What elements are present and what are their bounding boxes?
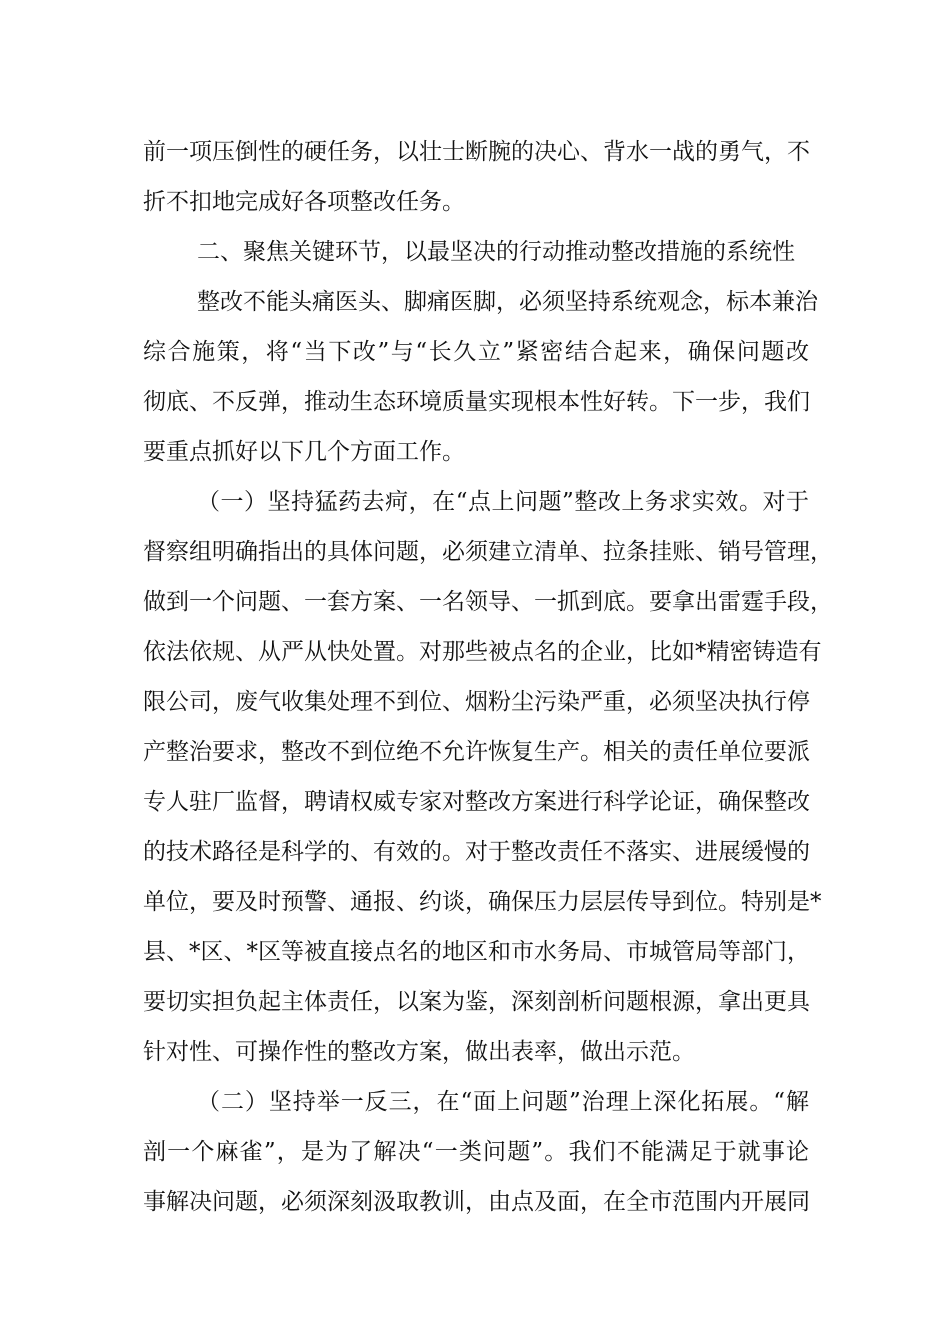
text-line: 要切实担负起主体责任，以案为鉴，深刻剖析问题根源，拿出更具 xyxy=(143,989,810,1015)
text-line: 前一项压倒性的硬任务，以壮士断腕的决心、背水一战的勇气，不 xyxy=(143,139,810,165)
text-line: （一）坚持猛药去疴，在“点上问题”整改上务求实效。对于 xyxy=(197,489,809,515)
text-line: 依法依规、从严从快处置。对那些被点名的企业，比如*精密铸造有 xyxy=(143,639,822,665)
text-line: 专人驻厂监督，聘请权威专家对整改方案进行科学论证，确保整改 xyxy=(143,789,810,815)
text-line: 彻底、不反弹，推动生态环境质量实现根本性好转。下一步，我们 xyxy=(143,389,810,415)
text-line: （二）坚持举一反三，在“面上问题”治理上深化拓展。“解 xyxy=(197,1089,809,1115)
text-line: 综合施策，将“当下改”与“长久立”紧密结合起来，确保问题改 xyxy=(143,339,809,365)
text-line: 事解决问题，必须深刻汲取教训，由点及面，在全市范围内开展同 xyxy=(143,1189,810,1215)
text-line: 限公司，废气收集处理不到位、烟粉尘污染严重，必须坚决执行停 xyxy=(143,689,810,715)
text-line: 的技术路径是科学的、有效的。对于整改责任不落实、进展缓慢的 xyxy=(143,839,810,865)
text-line: 针对性、可操作性的整改方案，做出表率，做出示范。 xyxy=(143,1039,695,1065)
text-line: 二、聚焦关键环节，以最坚决的行动推动整改措施的系统性 xyxy=(197,239,795,265)
text-line: 督察组明确指出的具体问题，必须建立清单、拉条挂账、销号管理， xyxy=(143,539,833,565)
text-line: 单位，要及时预警、通报、约谈，确保压力层层传导到位。特别是* xyxy=(143,889,822,915)
text-line: 做到一个问题、一套方案、一名领导、一抓到底。要拿出雷霆手段， xyxy=(143,589,833,615)
text-line: 折不扣地完成好各项整改任务。 xyxy=(143,189,465,215)
text-line: 县、*区、*区等被直接点名的地区和市水务局、市城管局等部门， xyxy=(143,939,810,965)
text-line: 产整治要求，整改不到位绝不允许恢复生产。相关的责任单位要派 xyxy=(143,739,810,765)
text-line: 整改不能头痛医头、脚痛医脚，必须坚持系统观念，标本兼治 xyxy=(197,289,818,315)
text-line: 要重点抓好以下几个方面工作。 xyxy=(143,439,465,465)
text-line: 剖一个麻雀”，是为了解决“一类问题”。我们不能满足于就事论 xyxy=(143,1139,809,1165)
